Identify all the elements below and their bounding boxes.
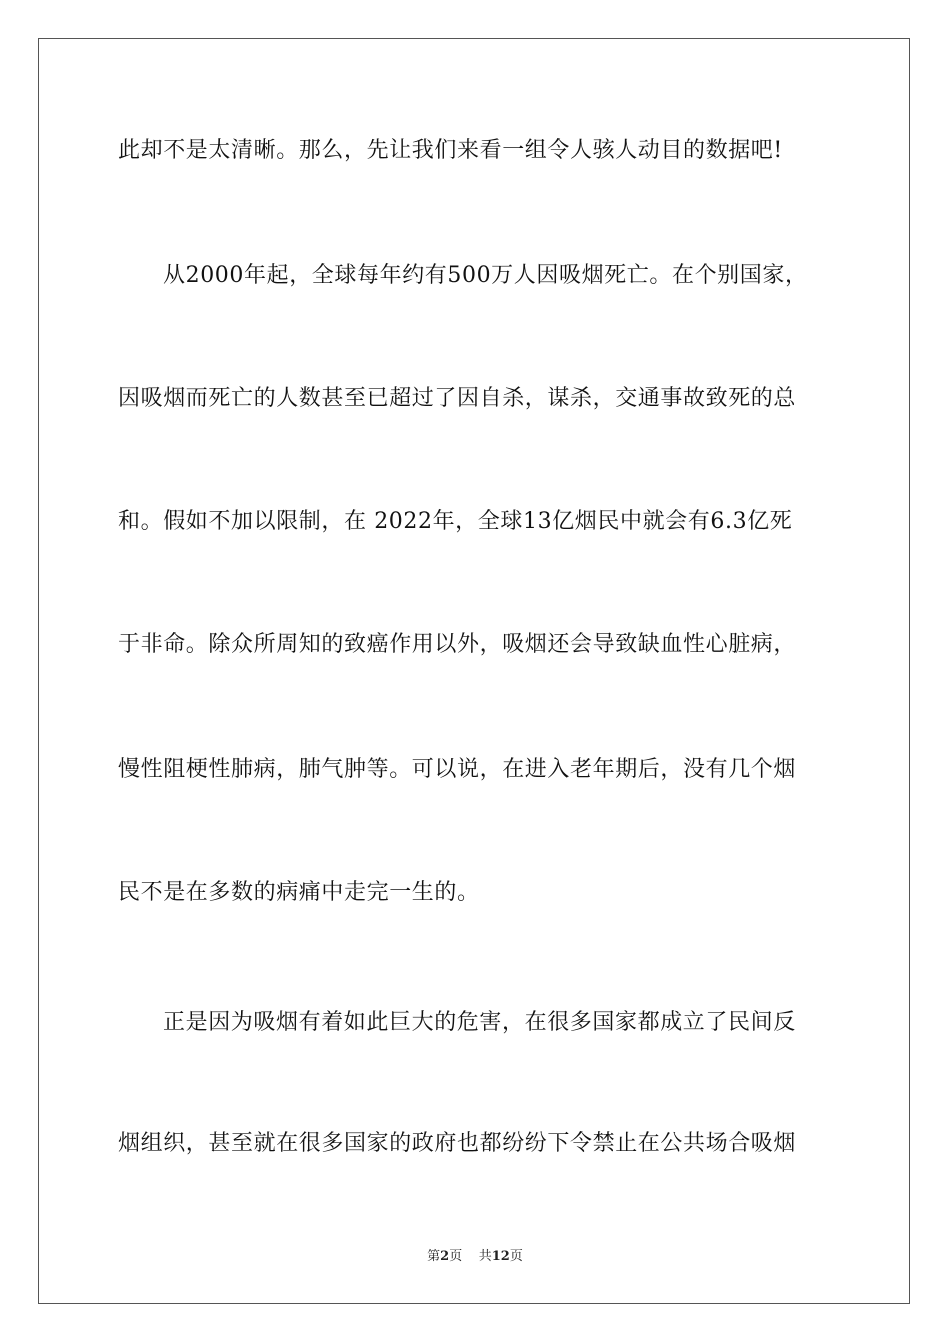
paragraph-first-line: 从2000年起，全球每年约有500万人因吸烟死亡。在个别国家， (163, 263, 808, 288)
text-line: 民不是在多数的病痛中走完一生的。 (118, 880, 480, 905)
footer-page-number: 2 (440, 1249, 450, 1264)
page-border (38, 38, 910, 1304)
footer-page-prefix: 第 (427, 1249, 441, 1264)
text-line: 此却不是太清晰。那么，先让我们来看一组令人骇人动目的数据吧! (118, 138, 783, 163)
text-line: 因吸烟而死亡的人数甚至已超过了因自杀，谋杀，交通事故致死的总 (118, 386, 797, 411)
text-line: 于非命。除众所周知的致癌作用以外，吸烟还会导致缺血性心脏病， (118, 632, 797, 657)
text-line: 和。假如不加以限制，在 2022年，全球13亿烟民中就会有6.3亿死 (118, 509, 793, 534)
footer-page-suffix: 页 (449, 1249, 463, 1264)
text-line: 慢性阻梗性肺病，肺气肿等。可以说，在进入老年期后，没有几个烟 (118, 757, 797, 782)
footer-total-pages: 12 (491, 1249, 510, 1264)
footer-total-suffix: 页 (509, 1249, 523, 1264)
paragraph-first-line: 正是因为吸烟有着如此巨大的危害，在很多国家都成立了民间反 (163, 1010, 796, 1035)
text-line: 烟组织，甚至就在很多国家的政府也都纷纷下令禁止在公共场合吸烟 (118, 1131, 797, 1156)
footer-total-prefix: 共 (478, 1249, 492, 1264)
page-footer (0, 1249, 950, 1265)
